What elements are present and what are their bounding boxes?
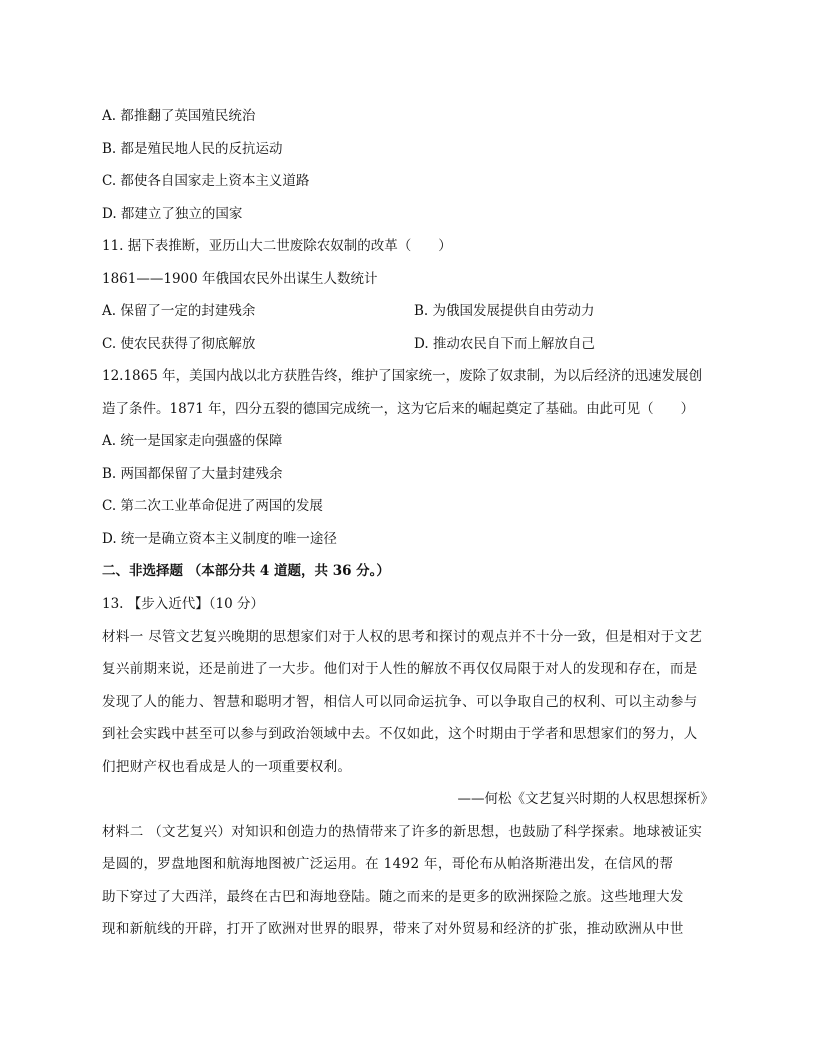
q12-option-c: C. 第二次工业革命促进了两国的发展 (102, 498, 323, 514)
q13-title: 13. 【步入近代】（10 分） (102, 596, 264, 612)
material-2-line: 现和新航线的开辟，打开了欧洲对世界的眼界，带来了对外贸易和经济的扩张，推动欧洲从中世 (102, 921, 684, 937)
q10-option-d: D. 都建立了独立的国家 (102, 206, 243, 222)
material-2-line: 助下穿过了大西洋，最终在古巴和海地登陆。随之而来的是更多的欧洲探险之旅。这些地理大发 (102, 889, 684, 905)
material-1-line: 发现了人的能力、智慧和聪明才智，相信人可以同命运抗争、可以争取自己的权利、可以主动参与 (102, 694, 698, 710)
q12-option-a: A. 统一是国家走向强盛的保障 (102, 433, 283, 449)
q10-option-b: B. 都是殖民地人民的反抗运动 (102, 141, 283, 157)
material-1-line: 们把财产权也看成是人的一项重要权利。 (102, 759, 352, 775)
material-2-line: 是圆的，罗盘地图和航海地图被广泛运用。在 1492 年，哥伦布从帕洛斯港出发，在信风的帮 (102, 856, 674, 872)
material-2-line: 材料二 （文艺复兴）对知识和创造力的热情带来了许多的新思想，也鼓励了科学探索。地球被证实 (102, 824, 703, 840)
material-1-line: 到社会实践中甚至可以参与到政治领域中去。不仅如此，这个时期由于学者和思想家们的努力，人 (102, 726, 698, 742)
q12-option-b: B. 两国都保留了大量封建残余 (102, 466, 283, 482)
q12-stem-line-1: 12.1865 年，美国内战以北方获胜告终，维护了国家统一，废除了奴隶制，为以后经济的迅速发展创 (102, 368, 703, 384)
q11-table-caption: 1861——1900 年俄国农民外出谋生人数统计 (102, 271, 378, 287)
material-1-source: ——何松《文艺复兴时期的人权思想探析》 (457, 791, 714, 807)
material-1-line: 材料一 尽管文艺复兴晚期的思想家们对于人权的思考和探讨的观点并不十分一致，但是相对于文艺 (102, 629, 703, 645)
q10-option-a: A. 都推翻了英国殖民统治 (102, 108, 256, 124)
q12-stem-line-2: 造了条件。1871 年，四分五裂的德国完成统一，这为它后来的崛起奠定了基础。由此可见（ ） (102, 401, 695, 417)
q11-stem: 11. 据下表推断，亚历山大二世废除农奴制的改革（ ） (102, 238, 452, 254)
q12-option-d: D. 统一是确立资本主义制度的唯一途径 (102, 531, 337, 547)
q11-option-c: C. 使农民获得了彻底解放 (102, 336, 256, 352)
q11-option-d: D. 推动农民自下而上解放自己 (414, 336, 595, 352)
section-2-heading: 二、非选择题 （本部分共 4 道题，共 36 分。） (102, 563, 390, 579)
q11-option-b: B. 为俄国发展提供自由劳动力 (414, 303, 595, 319)
material-1-line: 复兴前期来说，还是前进了一大步。他们对于人性的解放不再仅仅局限于对人的发现和存在，而是 (102, 661, 698, 677)
q11-option-a: A. 保留了一定的封建残余 (102, 303, 256, 319)
q10-option-c: C. 都使各自国家走上资本主义道路 (102, 173, 310, 189)
